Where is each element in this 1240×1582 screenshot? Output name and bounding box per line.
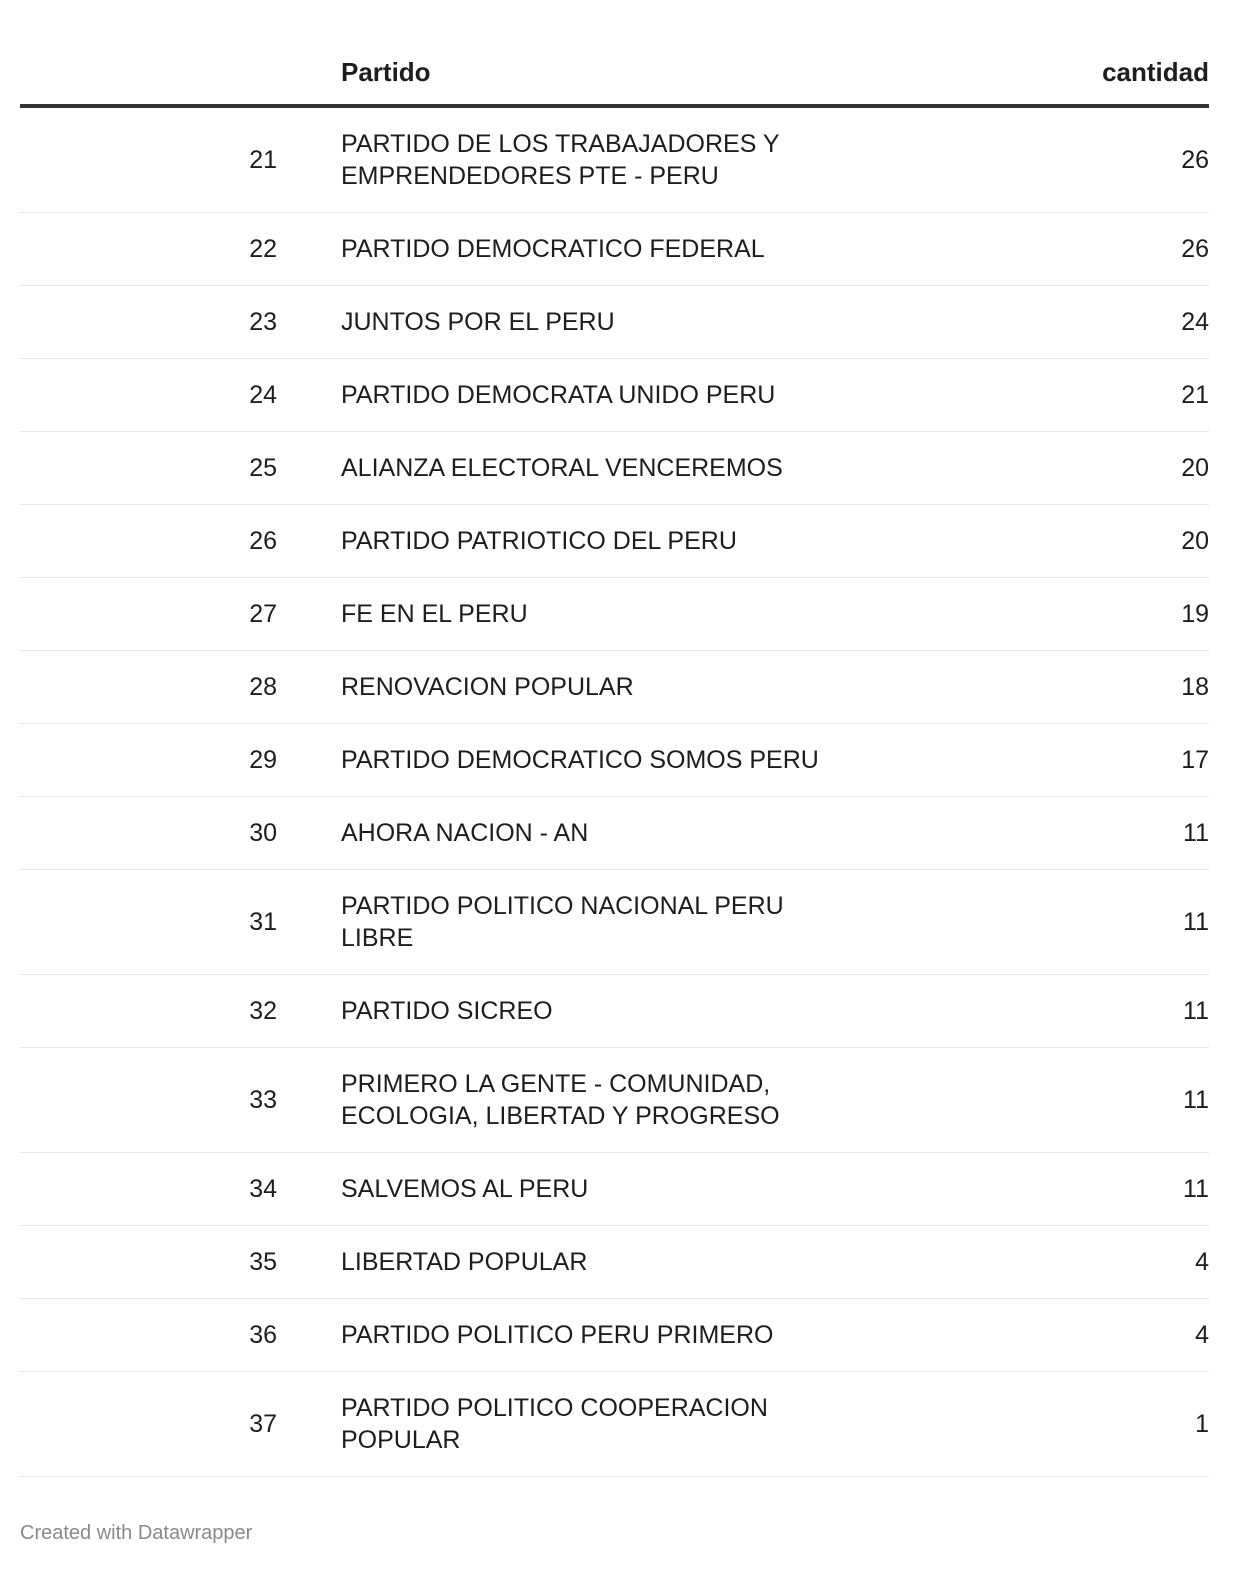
party-cell <box>277 870 1060 975</box>
party-name: PARTIDO DEMOCRATICO SOMOS PERU <box>341 746 819 774</box>
party-cell <box>277 359 1060 432</box>
party-name: LIBERTAD POPULAR <box>341 1248 588 1276</box>
party-name: PRIMERO LA GENTE - COMUNIDAD, ECOLOGIA, LIBERTAD Y PROGRESO <box>341 1070 780 1130</box>
count-cell: 17 <box>1060 724 1209 797</box>
party-cell <box>277 1299 1060 1372</box>
party-name: PARTIDO SICREO <box>341 997 553 1025</box>
party-cell <box>277 106 1060 213</box>
table-row <box>20 1226 1209 1299</box>
party-cell <box>277 797 1060 870</box>
count-cell: 4 <box>1060 1299 1209 1372</box>
party-name: AHORA NACION - AN <box>341 819 589 847</box>
rank-cell: 36 <box>20 1299 277 1372</box>
party-cell <box>277 213 1060 286</box>
table-row <box>20 578 1209 651</box>
party-cell <box>277 578 1060 651</box>
party-cell <box>277 975 1060 1048</box>
party-name: PARTIDO POLITICO COOPERACION POPULAR <box>341 1394 768 1454</box>
count-cell: 11 <box>1060 870 1209 975</box>
count-cell: 18 <box>1060 651 1209 724</box>
party-name: PARTIDO POLITICO NACIONAL PERU LIBRE <box>341 892 784 952</box>
header-party[interactable]: Partido <box>277 40 1060 106</box>
table-row <box>20 505 1209 578</box>
party-name: PARTIDO POLITICO PERU PRIMERO <box>341 1321 774 1349</box>
party-cell <box>277 505 1060 578</box>
table-row <box>20 1372 1209 1477</box>
count-cell: 20 <box>1060 432 1209 505</box>
count-cell: 24 <box>1060 286 1209 359</box>
rank-cell: 32 <box>20 975 277 1048</box>
table-row <box>20 797 1209 870</box>
table-row <box>20 724 1209 797</box>
table-row <box>20 870 1209 975</box>
party-name: RENOVACION POPULAR <box>341 673 634 701</box>
header-count[interactable]: cantidad <box>1060 40 1209 106</box>
rank-cell: 34 <box>20 1153 277 1226</box>
rank-cell: 27 <box>20 578 277 651</box>
rank-cell: 35 <box>20 1226 277 1299</box>
count-cell: 11 <box>1060 797 1209 870</box>
party-name: PARTIDO DEMOCRATICO FEDERAL <box>341 235 765 263</box>
party-name: PARTIDO DE LOS TRABAJADORES Y EMPRENDEDORES PTE - PERU <box>341 130 780 190</box>
party-cell <box>277 1153 1060 1226</box>
count-cell: 4 <box>1060 1226 1209 1299</box>
rank-cell: 23 <box>20 286 277 359</box>
party-cell <box>277 1048 1060 1153</box>
rank-cell: 37 <box>20 1372 277 1477</box>
party-cell <box>277 1372 1060 1477</box>
rank-cell: 28 <box>20 651 277 724</box>
count-cell: 11 <box>1060 1153 1209 1226</box>
count-cell: 20 <box>1060 505 1209 578</box>
table-row <box>20 975 1209 1048</box>
rank-cell: 22 <box>20 213 277 286</box>
party-name: JUNTOS POR EL PERU <box>341 308 615 336</box>
rank-cell: 24 <box>20 359 277 432</box>
party-name: ALIANZA ELECTORAL VENCEREMOS <box>341 454 783 482</box>
rank-cell: 25 <box>20 432 277 505</box>
party-cell <box>277 432 1060 505</box>
table-row <box>20 1299 1209 1372</box>
party-cell <box>277 286 1060 359</box>
count-cell: 26 <box>1060 213 1209 286</box>
rank-cell: 29 <box>20 724 277 797</box>
table-header-row <box>20 40 1209 106</box>
party-name: PARTIDO PATRIOTICO DEL PERU <box>341 527 737 555</box>
party-cell <box>277 651 1060 724</box>
table-row <box>20 1153 1209 1226</box>
count-cell: 11 <box>1060 975 1209 1048</box>
rank-cell: 31 <box>20 870 277 975</box>
count-cell: 21 <box>1060 359 1209 432</box>
count-cell: 11 <box>1060 1048 1209 1153</box>
rank-cell: 21 <box>20 106 277 213</box>
count-cell: 26 <box>1060 106 1209 213</box>
count-cell: 1 <box>1060 1372 1209 1477</box>
table-row <box>20 432 1209 505</box>
party-cell <box>277 724 1060 797</box>
party-cell <box>277 1226 1060 1299</box>
party-name: PARTIDO DEMOCRATA UNIDO PERU <box>341 381 776 409</box>
count-cell: 19 <box>1060 578 1209 651</box>
table-row <box>20 359 1209 432</box>
party-table <box>20 40 1209 1477</box>
party-name: SALVEMOS AL PERU <box>341 1175 589 1203</box>
rank-cell: 30 <box>20 797 277 870</box>
rank-cell: 26 <box>20 505 277 578</box>
datawrapper-credit[interactable]: Created with Datawrapper <box>20 1522 253 1544</box>
table-row <box>20 213 1209 286</box>
header-rank[interactable] <box>20 40 277 106</box>
party-name: FE EN EL PERU <box>341 600 528 628</box>
table-row <box>20 106 1209 213</box>
rank-cell: 33 <box>20 1048 277 1153</box>
table-row <box>20 286 1209 359</box>
table-row <box>20 651 1209 724</box>
table-row <box>20 1048 1209 1153</box>
